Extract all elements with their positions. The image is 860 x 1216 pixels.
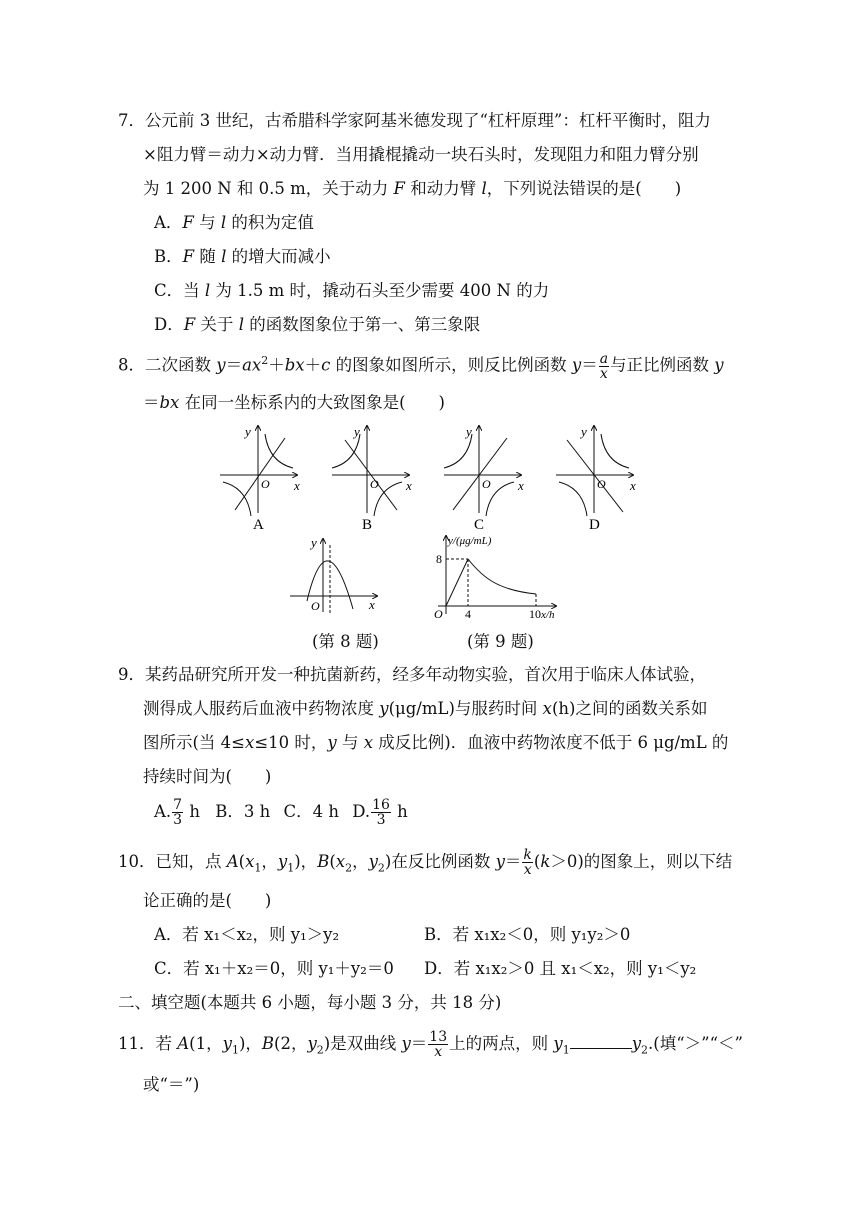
- graph-b-label: B: [362, 517, 373, 533]
- q11-line1: 11．若 A(1，$y_1$)，B(2，$y_2$)是双曲线 y＝ $\frac{13}{x}$ 上的两点，则 $y_1$ $y_2$.(填“＞”“＜”: [118, 1029, 743, 1060]
- graph-a-x-label: x: [294, 478, 300, 493]
- fig8-x-label: x: [369, 597, 375, 612]
- fig9-tick-8: 8: [436, 552, 442, 566]
- graph-c-origin: O: [482, 477, 491, 491]
- fig9-tick-10: 10: [529, 607, 541, 621]
- q7-line3: 为 1 200 N 和 0.5 m，关于动力 F 和动力臂 l，下列说法错误的是( ): [143, 179, 682, 198]
- q7-option-c: C．当 l 为 1.5 m 时，撬动石头至少需要 400 N 的力: [154, 281, 550, 300]
- graph-c: [444, 424, 524, 533]
- q9-line3: 图所示(当 4≤x≤10 时，y 与 x 成反比例)．血液中药物浓度不低于 6 μg/mL 的: [143, 733, 729, 752]
- graph-d: [556, 424, 636, 533]
- q7-option-a: A．F 与 l 的积为定值: [154, 213, 314, 232]
- q10-option-c: C．若 x₁＋x₂＝0，则 y₁＋y₂＝0: [154, 959, 394, 978]
- q7-option-b: B．F 随 l 的增大而减小: [154, 247, 331, 266]
- q9-option-c: C．4 h: [283, 802, 339, 821]
- q7-option-d: D．F 关于 l 的函数图象位于第一、第三象限: [154, 315, 481, 334]
- fig9-tick-4: 4: [465, 607, 471, 621]
- graph-c-x-label: x: [518, 478, 524, 493]
- q9-option-d: D. $\frac{16}{3}$ h: [352, 797, 408, 828]
- graph-a: [220, 424, 300, 533]
- q7-line1: 7．公元前 3 世纪，古希腊科学家阿基米德发现了“杠杆原理”：杠杆平衡时，阻力: [118, 111, 711, 130]
- q8-option-graphs: [215, 418, 635, 533]
- q7-line2: ×阻力臂＝动力×动力臂．当用撬棍撬动一块石头时，发现阻力和阻力臂分别: [143, 145, 699, 164]
- fig8-parabola: [285, 535, 385, 615]
- q9-line2: 测得成人服药后血液中药物浓度 y(μg/mL)与服药时间 x(h)之间的函数关系如: [143, 699, 708, 718]
- graph-a-y-label: y: [245, 424, 251, 439]
- q11-line2: 或“＝”): [143, 1075, 200, 1094]
- fig9-origin: O: [434, 607, 443, 621]
- q11-answer-blank[interactable]: [570, 1034, 632, 1049]
- q10-option-a: A．若 x₁＜x₂，则 y₁＞y₂: [154, 925, 340, 944]
- q10-option-b: B．若 x₁x₂＜0，则 y₁y₂＞0: [424, 925, 631, 944]
- fig8-y-label: y: [311, 535, 317, 550]
- q9-option-a: A. $\frac{7}{3}$ h: [154, 797, 200, 828]
- fig8-origin: O: [311, 599, 320, 613]
- graph-b-y-label: y: [354, 424, 360, 439]
- q10-option-d: D．若 x₁x₂＞0 且 x₁＜x₂，则 y₁＜y₂: [424, 959, 697, 978]
- q9-line4: 持续时间为( ): [143, 767, 272, 786]
- q9-option-b: B．3 h: [215, 802, 271, 821]
- fig9-y-axis-label: y/(μg/mL): [448, 535, 492, 547]
- graph-b-origin: O: [370, 477, 379, 491]
- graph-d-x-label: x: [630, 478, 636, 493]
- fig8-caption: (第 8 题): [312, 632, 379, 651]
- fraction-a-over-x: $\frac{a}{x}$: [599, 350, 609, 382]
- q9-line1: 9．某药品研究所开发一种抗菌新药，经多年动物实验，首次用于临床人体试验，: [118, 665, 706, 684]
- q8-line2: ＝bx 在同一坐标系内的大致图象是( ): [143, 393, 445, 412]
- graph-c-label: C: [474, 517, 485, 533]
- section-2-heading: 二、填空题(本题共 6 小题，每小题 3 分，共 18 分): [118, 993, 502, 1012]
- graph-a-label: A: [253, 517, 264, 533]
- graph-d-y-label: y: [581, 424, 587, 439]
- q8-line1: 8．二次函数 $y=ax^2+bx+c$ 的图象如图所示，则反比例函数 y＝ $\frac{a}{x}$ 与正比例函数 y: [118, 350, 724, 382]
- q9-options: [154, 798, 408, 827]
- graph-b-x-label: x: [406, 478, 412, 493]
- graph-b: [332, 424, 412, 533]
- q10-line2: 论正确的是( ): [143, 891, 272, 910]
- q10-line1: 10．已知，点 $A(x_1$，$y_1$)，$B(x_2$，$y_2$)在反比例函数 y＝ $\frac{k}{x}$ (k＞0)的图象上，则以下结: [118, 847, 733, 878]
- fig9-concentration-graph: [428, 530, 568, 622]
- graph-a-origin: O: [261, 477, 270, 491]
- fig9-caption: (第 9 题): [467, 632, 534, 651]
- graph-c-y-label: y: [466, 424, 472, 439]
- fig9-x-axis-label: x/h: [541, 609, 555, 621]
- graph-d-label: D: [589, 517, 600, 533]
- graph-d-origin: O: [597, 477, 606, 491]
